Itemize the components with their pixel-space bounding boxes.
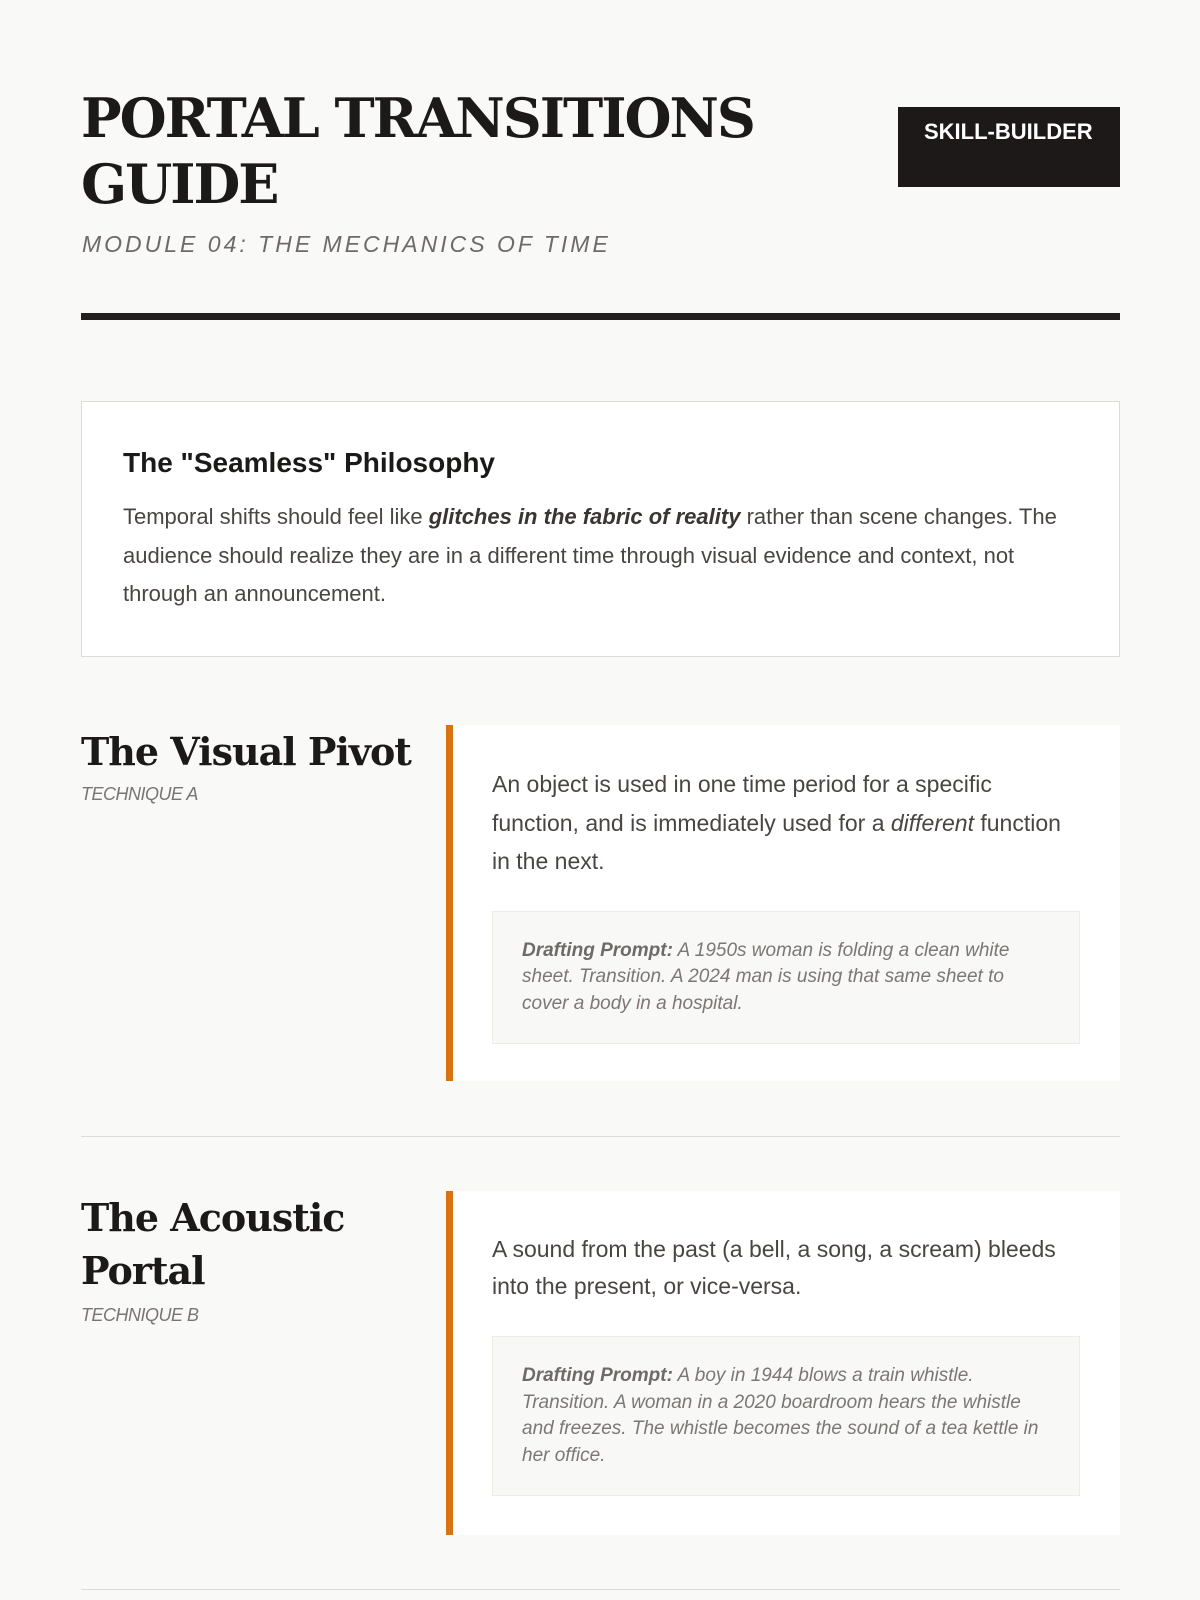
technique-heading-group — [81, 725, 411, 805]
technique-tag: TECHNIQUE B — [81, 1305, 199, 1325]
technique-heading-group — [81, 1191, 411, 1326]
technique-description — [492, 765, 1080, 881]
technique-card — [446, 725, 1120, 1081]
page-title: PORTAL TRANSITIONS GUIDE — [81, 86, 754, 216]
technique-visual-pivot — [81, 725, 1120, 1081]
guide-page — [81, 0, 1120, 1466]
skill-builder-badge: SKILL-BUILDER — [898, 107, 1120, 187]
page-header — [81, 0, 1120, 322]
section-divider — [81, 1136, 1120, 1137]
section-divider — [81, 1589, 1120, 1590]
technique-name: The Visual Pivot — [81, 729, 411, 774]
technique-description-start: An object is used in one time period for a specific function, and is immediately used for a — [492, 771, 992, 836]
header-divider — [81, 313, 1120, 320]
philosophy-emphasis: glitches in the fabric of reality — [428, 504, 741, 529]
philosophy-box — [81, 401, 1120, 657]
technique-description: A sound from the past (a bell, a song, a scream) bleeds into the present, or vice-versa. — [492, 1236, 1056, 1299]
drafting-prompt — [492, 1336, 1080, 1496]
drafting-prompt — [492, 911, 1080, 1045]
prompt-text: A 1950s woman is folding a clean white sheet. Transition. A 2024 man is using that same sheet to cover a body in a hospital. — [522, 939, 1010, 1014]
technique-tag: TECHNIQUE A — [81, 784, 198, 804]
prompt-label: Drafting Prompt: — [522, 939, 673, 961]
prompt-label: Drafting Prompt: — [522, 1365, 673, 1386]
technique-name: The Acoustic Portal — [81, 1195, 345, 1293]
philosophy-text-end: rather than scene changes. The audience should realize they are in a different time through visual evidence and context, not through an announcement. — [123, 504, 1057, 606]
technique-card — [446, 1191, 1120, 1535]
technique-description-end: function in the next. — [492, 809, 1061, 874]
philosophy-text — [123, 498, 1079, 614]
module-subtitle: MODULE 04: THE MECHANICS OF TIME — [82, 231, 611, 257]
philosophy-text-start: Temporal shifts should feel like — [123, 504, 429, 529]
philosophy-heading: The "Seamless" Philosophy — [123, 447, 495, 478]
technique-description-emphasis: different — [890, 809, 974, 836]
prompt-text: A boy in 1944 blows a train whistle. Transition. A woman in a 2020 boardroom hears the whistle and freezes. The whistle becomes the sound of a tea kettle in her office. — [522, 1365, 1039, 1466]
technique-acoustic-portal — [81, 1191, 1120, 1535]
